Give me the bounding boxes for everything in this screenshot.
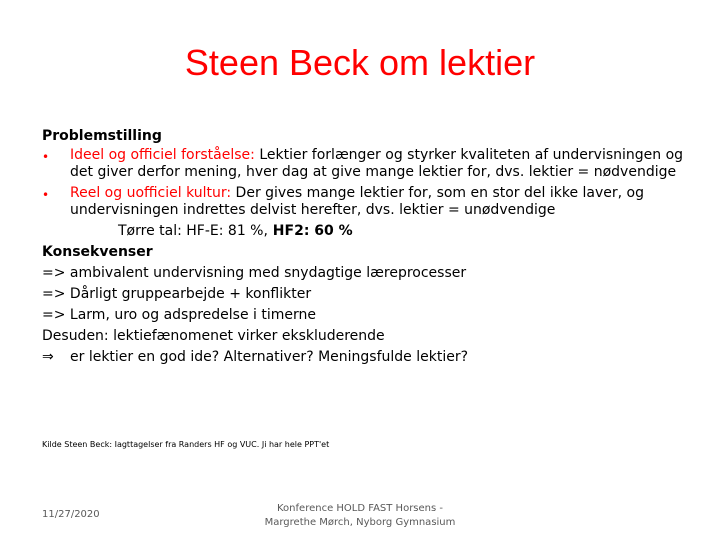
stats-highlight: HF2: 60 % (267, 223, 353, 239)
consequences-heading: Konsekvenser (42, 244, 153, 260)
source-note: Kilde Steen Beck: Iagttagelser fra Randers HF og VUC. Ji har hele PPT'et (42, 440, 330, 449)
consequence-item: => ambivalent undervisning med snydagtige læreprocesser (42, 265, 467, 281)
bullet-marker: • (42, 188, 50, 202)
bullet-real (42, 185, 692, 219)
bullet-ideal (42, 147, 692, 181)
question-text: er lektier en god ide? Alternativer? Meningsfulde lektier? (70, 349, 469, 365)
consequence-item: => Dårligt gruppearbejde + konflikter (42, 286, 312, 302)
bullet-ideal-body: Lektier forlænger og styrker kvaliteten af undervisningen og det giver derfor mening, hver dag at give mange lektier for, dvs. lektier = nødvendige (70, 147, 684, 180)
slide-title: Steen Beck om lektier (184, 42, 536, 83)
slide-body (42, 126, 692, 368)
moreover-line: Desuden: lektiefænomenet virker ekskluderende (42, 328, 385, 344)
bullet-marker: • (42, 150, 50, 164)
bullet-real-text (70, 185, 692, 219)
bullet-real-lead: Reel og uofficiel kultur: (70, 185, 232, 201)
consequence-item: => Larm, uro og adspredelse i timerne (42, 307, 316, 323)
stats-prefix: Tørre tal: HF-E: 81 %, (118, 223, 268, 239)
footer-date: 11/27/2020 (42, 509, 100, 520)
stats-line (42, 221, 692, 242)
footer-text (250, 502, 470, 530)
implies-arrow-icon: ⇒ (42, 349, 54, 365)
bullet-real-body: Der gives mange lektier for, som en stor del ikke laver, og undervisningen indrettes delvist herefter, dvs. lektier = unødvendige (70, 185, 644, 218)
footer-line-2: Margrethe Mørch, Nyborg Gymnasium (264, 517, 456, 528)
bullet-ideal-text (70, 147, 692, 181)
footer-line-1: Konference HOLD FAST Horsens - (277, 503, 443, 514)
question-line (42, 347, 692, 368)
problem-heading: Problemstilling (42, 128, 162, 144)
bullet-ideal-lead: Ideel og officiel forståelse: (70, 147, 255, 163)
